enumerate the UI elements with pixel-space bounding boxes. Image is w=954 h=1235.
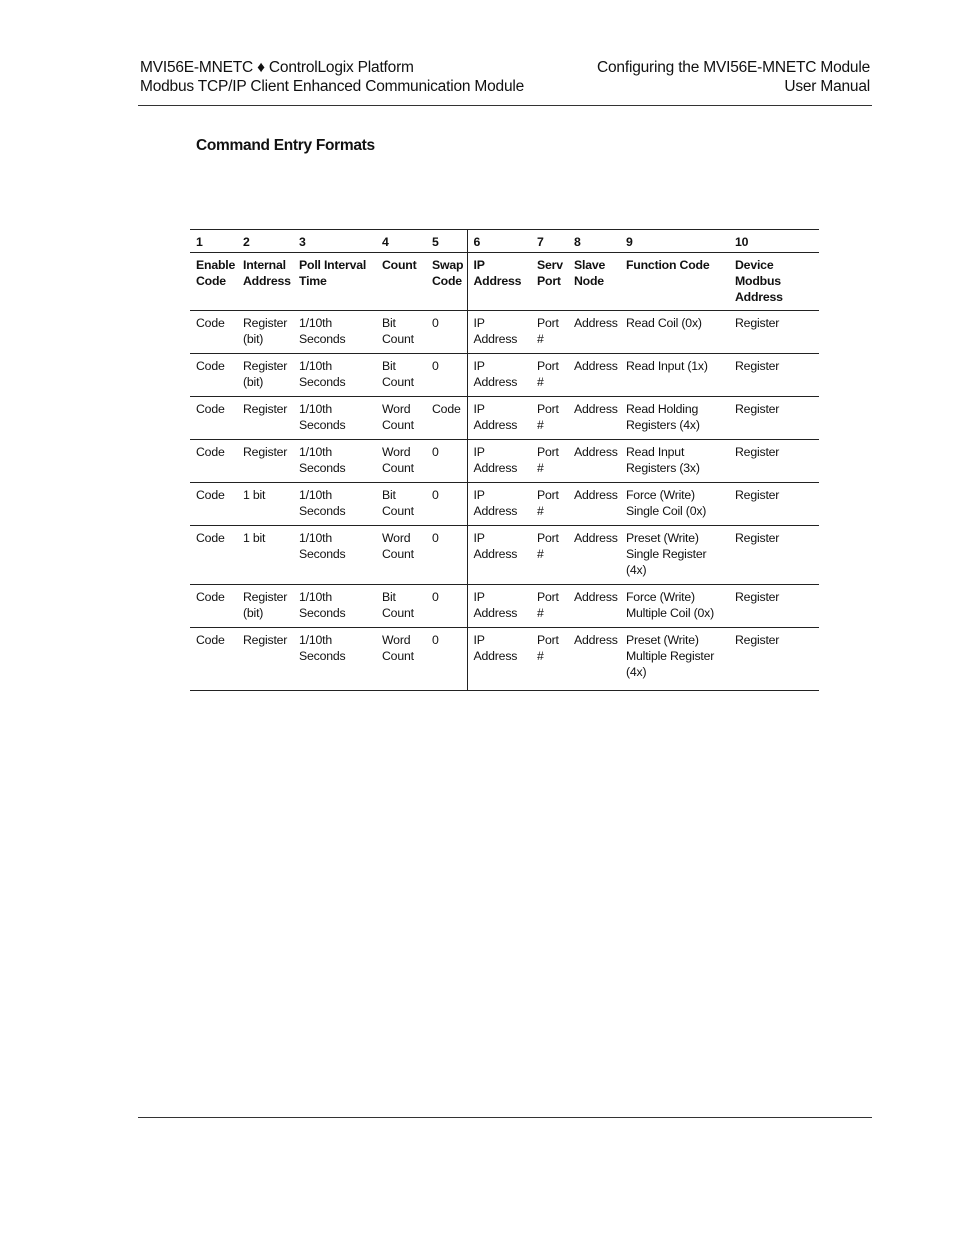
- table-cell: Address: [568, 526, 620, 585]
- section-title: Command Entry Formats: [196, 137, 375, 154]
- column-label-row: [190, 253, 819, 311]
- column-number: 2: [237, 230, 293, 253]
- header-product-subtitle: Modbus TCP/IP Client Enhanced Communication Module: [140, 78, 525, 95]
- table-cell: 1 bit: [237, 526, 293, 585]
- page-header-left: [140, 58, 524, 96]
- table-cell: Code: [190, 397, 237, 440]
- table-cell: 0: [426, 440, 467, 483]
- table-row: [190, 397, 819, 440]
- column-header: Serv Port: [531, 253, 568, 311]
- table-cell: Bit Count: [376, 585, 426, 628]
- table-cell: Code: [190, 311, 237, 354]
- table-cell: 1/10th Seconds: [293, 440, 376, 483]
- table-cell: Word Count: [376, 628, 426, 691]
- table-cell: Code: [426, 397, 467, 440]
- table-cell: IP Address: [467, 311, 531, 354]
- table-cell: IP Address: [467, 354, 531, 397]
- table-row: [190, 311, 819, 354]
- column-number: 8: [568, 230, 620, 253]
- table-cell: 1/10th Seconds: [293, 354, 376, 397]
- table-body: [190, 311, 819, 691]
- table-cell: Register: [729, 483, 819, 526]
- table-row: [190, 354, 819, 397]
- table-cell: Port #: [531, 311, 568, 354]
- table-cell: Word Count: [376, 440, 426, 483]
- table-cell: Register (bit): [237, 354, 293, 397]
- table-cell: Register: [729, 311, 819, 354]
- table-cell: Force (Write) Multiple Coil (0x): [620, 585, 729, 628]
- column-number: 5: [426, 230, 467, 253]
- table-cell: Port #: [531, 483, 568, 526]
- table-cell: Code: [190, 628, 237, 691]
- table-cell: IP Address: [467, 397, 531, 440]
- command-entry-table: [190, 229, 819, 691]
- table-cell: IP Address: [467, 440, 531, 483]
- table-cell: Register: [729, 628, 819, 691]
- table-cell: IP Address: [467, 526, 531, 585]
- column-header: Slave Node: [568, 253, 620, 311]
- table-cell: Register: [729, 585, 819, 628]
- table-cell: Address: [568, 440, 620, 483]
- table-cell: Register: [237, 440, 293, 483]
- table-cell: Register: [729, 440, 819, 483]
- table-cell: 1/10th Seconds: [293, 397, 376, 440]
- table-cell: Address: [568, 311, 620, 354]
- table-cell: Bit Count: [376, 311, 426, 354]
- column-header: Device Modbus Address: [729, 253, 819, 311]
- table-cell: 1 bit: [237, 483, 293, 526]
- table-cell: Read Input Registers (3x): [620, 440, 729, 483]
- header-manual-type: User Manual: [784, 78, 870, 95]
- table-cell: Register: [729, 354, 819, 397]
- column-number-row: [190, 230, 819, 253]
- column-number: 6: [467, 230, 531, 253]
- table-cell: Code: [190, 585, 237, 628]
- table-cell: Port #: [531, 397, 568, 440]
- column-number: 4: [376, 230, 426, 253]
- table-cell: Register: [729, 526, 819, 585]
- table-cell: 0: [426, 483, 467, 526]
- table-cell: Address: [568, 628, 620, 691]
- header-divider: [138, 105, 872, 106]
- table-cell: Bit Count: [376, 483, 426, 526]
- table-cell: Word Count: [376, 526, 426, 585]
- table-cell: Preset (Write) Single Register (4x): [620, 526, 729, 585]
- table-cell: Register (bit): [237, 585, 293, 628]
- table-cell: Register: [237, 628, 293, 691]
- table-row: [190, 526, 819, 585]
- table-cell: IP Address: [467, 585, 531, 628]
- table-cell: Port #: [531, 585, 568, 628]
- table-cell: Port #: [531, 628, 568, 691]
- table-cell: 1/10th Seconds: [293, 628, 376, 691]
- table-cell: 0: [426, 585, 467, 628]
- column-number: 9: [620, 230, 729, 253]
- table-cell: Word Count: [376, 397, 426, 440]
- table-cell: Code: [190, 526, 237, 585]
- table-cell: Port #: [531, 354, 568, 397]
- table-cell: Read Input (1x): [620, 354, 729, 397]
- column-header: Poll Interval Time: [293, 253, 376, 311]
- column-number: 3: [293, 230, 376, 253]
- column-header: IP Address: [467, 253, 531, 311]
- table-cell: Preset (Write) Multiple Register (4x): [620, 628, 729, 691]
- column-number: 1: [190, 230, 237, 253]
- table-cell: 1/10th Seconds: [293, 585, 376, 628]
- table-cell: Address: [568, 354, 620, 397]
- table-cell: Port #: [531, 526, 568, 585]
- table-cell: Address: [568, 397, 620, 440]
- table-cell: Force (Write) Single Coil (0x): [620, 483, 729, 526]
- table-cell: Read Holding Registers (4x): [620, 397, 729, 440]
- table-cell: IP Address: [467, 628, 531, 691]
- table-cell: 1/10th Seconds: [293, 526, 376, 585]
- page-header-right: [597, 58, 870, 96]
- table-cell: Port #: [531, 440, 568, 483]
- column-header: Swap Code: [426, 253, 467, 311]
- table-row: [190, 440, 819, 483]
- footer-divider: [138, 1117, 872, 1118]
- table-cell: Address: [568, 585, 620, 628]
- table-cell: 0: [426, 311, 467, 354]
- table-row: [190, 483, 819, 526]
- table-cell: Code: [190, 483, 237, 526]
- table-cell: Register: [729, 397, 819, 440]
- table-cell: 1/10th Seconds: [293, 483, 376, 526]
- column-header: Enable Code: [190, 253, 237, 311]
- table-cell: Register: [237, 397, 293, 440]
- column-header: Function Code: [620, 253, 729, 311]
- table-cell: Code: [190, 354, 237, 397]
- table-cell: Address: [568, 483, 620, 526]
- column-header: Count: [376, 253, 426, 311]
- header-product-title: MVI56E-MNETC ♦ ControlLogix Platform: [140, 59, 414, 76]
- table-cell: Bit Count: [376, 354, 426, 397]
- table-cell: Register (bit): [237, 311, 293, 354]
- table-cell: 1/10th Seconds: [293, 311, 376, 354]
- table-cell: 0: [426, 354, 467, 397]
- column-number: 10: [729, 230, 819, 253]
- table-cell: 0: [426, 526, 467, 585]
- table-row: [190, 585, 819, 628]
- table-cell: Read Coil (0x): [620, 311, 729, 354]
- table-row: [190, 628, 819, 691]
- table-cell: IP Address: [467, 483, 531, 526]
- header-chapter-title: Configuring the MVI56E-MNETC Module: [597, 59, 870, 76]
- column-header: Internal Address: [237, 253, 293, 311]
- column-number: 7: [531, 230, 568, 253]
- table-cell: 0: [426, 628, 467, 691]
- table-cell: Code: [190, 440, 237, 483]
